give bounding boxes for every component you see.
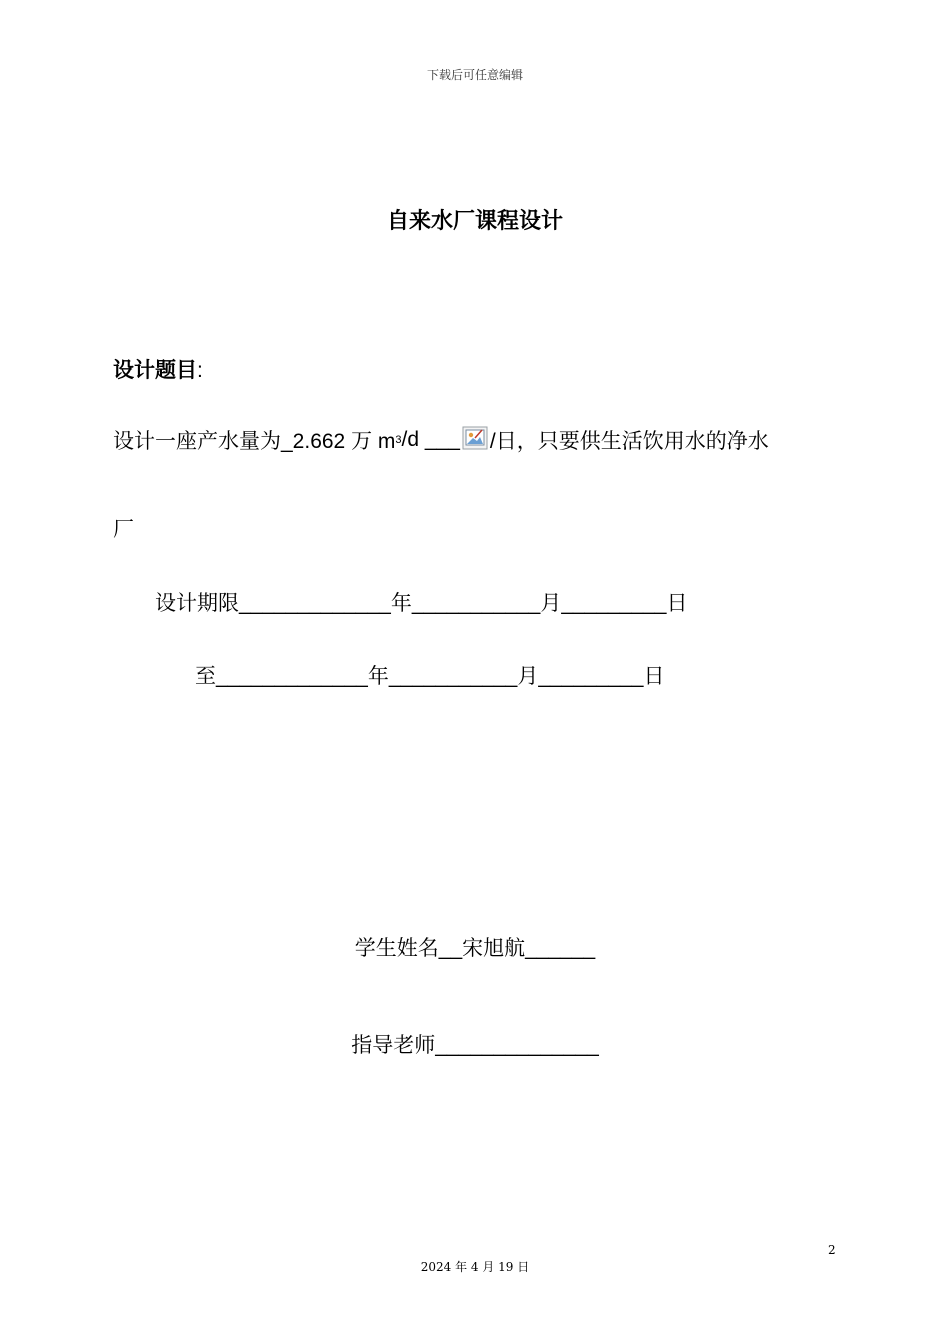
month-label: 月 bbox=[517, 665, 539, 688]
topic-heading bbox=[113, 354, 203, 384]
advisor-line bbox=[0, 1029, 950, 1059]
document-title: 自来水厂课程设计 bbox=[386, 208, 563, 233]
description-continuation: 厂 bbox=[113, 518, 134, 541]
year-blank[interactable]: _____________ bbox=[216, 665, 368, 688]
description-prefix: 设计一座产水量为_2.662 万 m bbox=[113, 430, 396, 453]
period-end-line bbox=[195, 660, 664, 690]
advisor-name-field[interactable]: ______________ bbox=[435, 1034, 599, 1057]
image-placeholder-icon bbox=[462, 426, 488, 450]
header-note: 下载后可任意编辑 bbox=[426, 68, 523, 82]
day-label: 日 bbox=[643, 665, 665, 688]
year-blank[interactable]: _____________ bbox=[239, 592, 391, 615]
year-label: 年 bbox=[390, 592, 412, 615]
footer-date: 2024 年 4 月 19 日 bbox=[420, 1260, 530, 1274]
period-start-line bbox=[155, 587, 687, 617]
period-start-label: 设计期限 bbox=[155, 592, 239, 615]
year-label: 年 bbox=[367, 665, 389, 688]
topic-colon: : bbox=[197, 359, 203, 382]
description-suffix: /日，只要供生活饮用水的净水 bbox=[489, 430, 769, 453]
advisor-label: 指导老师 bbox=[351, 1034, 436, 1057]
day-label: 日 bbox=[666, 592, 688, 615]
topic-label: 设计题目 bbox=[113, 359, 197, 382]
student-name-line bbox=[0, 932, 950, 962]
description-unit: /d ___ bbox=[401, 428, 460, 451]
period-to-label: 至 bbox=[195, 665, 216, 688]
student-name-field[interactable]: __宋旭航______ bbox=[438, 937, 596, 960]
student-label: 学生姓名 bbox=[354, 937, 439, 960]
month-label: 月 bbox=[540, 592, 562, 615]
month-blank[interactable]: ___________ bbox=[411, 592, 541, 615]
page-number: 2 bbox=[828, 1243, 836, 1257]
month-blank[interactable]: ___________ bbox=[388, 665, 518, 688]
day-blank[interactable]: _________ bbox=[561, 592, 667, 615]
design-description bbox=[113, 425, 769, 455]
description-superscript: 3 bbox=[395, 434, 402, 446]
day-blank[interactable]: _________ bbox=[538, 665, 644, 688]
